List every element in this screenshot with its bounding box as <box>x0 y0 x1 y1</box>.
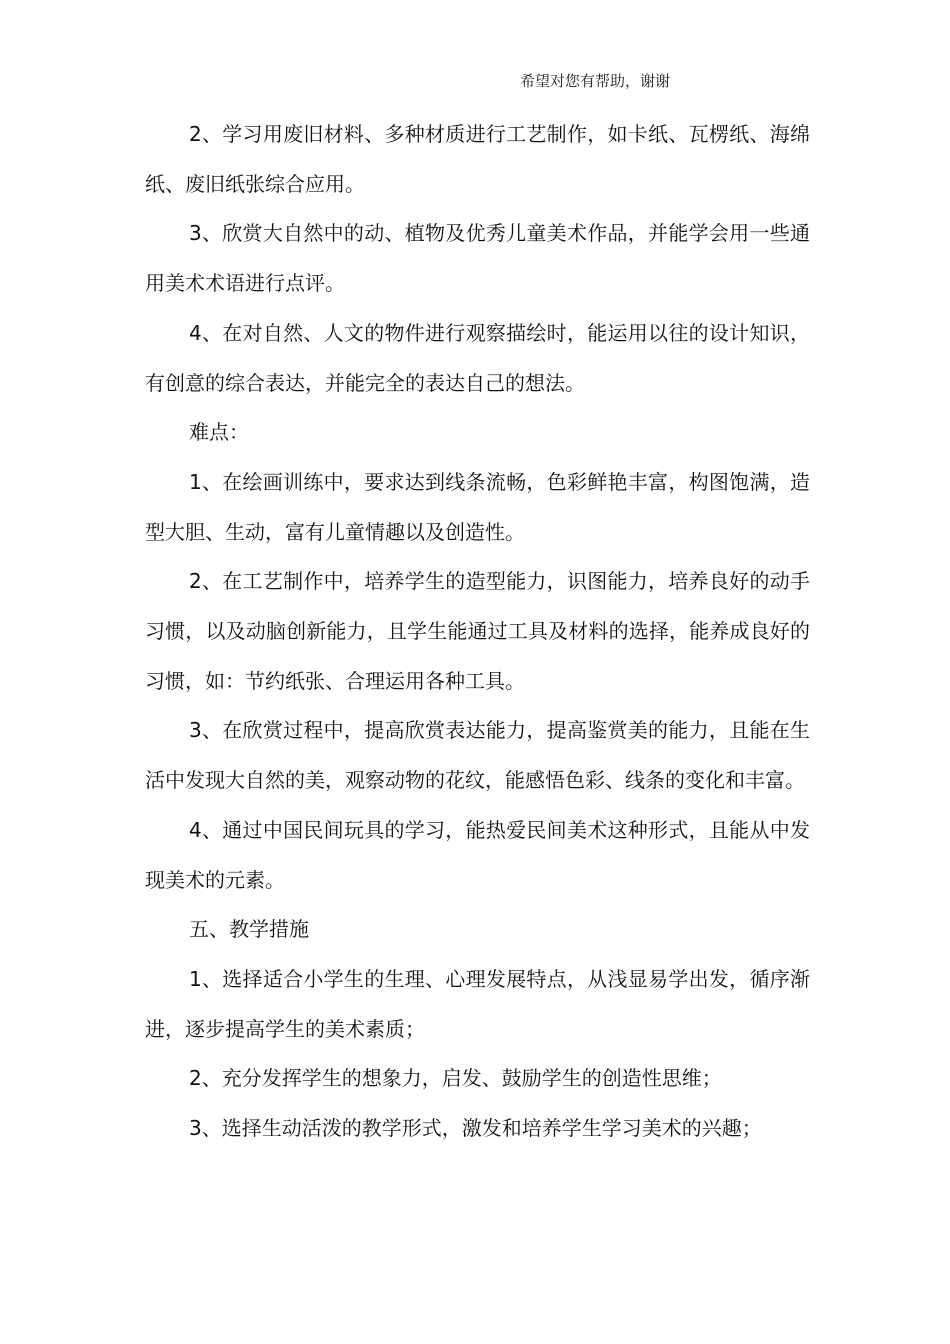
paragraph-painting-training: 1、在绘画训练中，要求达到线条流畅，色彩鲜艳丰富，构图饱满，造型大胆、生动，富有儿童情趣以及创造性。 <box>145 469 810 544</box>
section-heading-teaching-measures: 五、教学措施 <box>189 917 309 942</box>
paragraph-measure-2: 2、充分发挥学生的想象力，启发、鼓励学生的创造性思维； <box>189 1066 722 1091</box>
paragraph-appreciation-process: 3、在欣赏过程中，提高欣赏表达能力，提高鉴赏美的能力，且能在生活中发现大自然的美，观察动物的花纹，能感悟色彩、线条的变化和丰富。 <box>145 718 810 793</box>
paragraph-measure-3: 3、选择生动活泼的教学形式，激发和培养学生学习美术的兴趣； <box>189 1116 762 1141</box>
paragraph-measure-1: 1、选择适合小学生的生理、心理发展特点，从浅显易学出发，循序渐进，逐步提高学生的美术素质； <box>145 966 810 1041</box>
paragraph-observation-drawing: 4、在对自然、人文的物件进行观察描绘时，能运用以往的设计知识，有创意的综合表达，并能完全的表达自己的想法。 <box>145 320 810 395</box>
paragraph-craft-materials: 2、学习用废旧材料、多种材质进行工艺制作，如卡纸、瓦楞纸、海绵纸、废旧纸张综合应用。 <box>145 122 810 196</box>
document-body <box>145 110 810 1154</box>
header-note: 希望对您有帮助，谢谢 <box>520 72 671 90</box>
section-heading-difficulties: 难点： <box>189 420 249 445</box>
paragraph-art-appreciation: 3、欣赏大自然中的动、植物及优秀儿童美术作品，并能学会用一些通用美术术语进行点评。 <box>145 221 810 296</box>
paragraph-craft-production: 2、在工艺制作中，培养学生的造型能力，识图能力，培养良好的动手习惯，以及动脑创新能力，且学生能通过工具及材料的选择，能养成良好的习惯，如：节约纸张、合理运用各种工具。 <box>145 569 810 693</box>
paragraph-folk-toys: 4、通过中国民间玩具的学习，能热爱民间美术这种形式，且能从中发现美术的元素。 <box>145 817 810 892</box>
